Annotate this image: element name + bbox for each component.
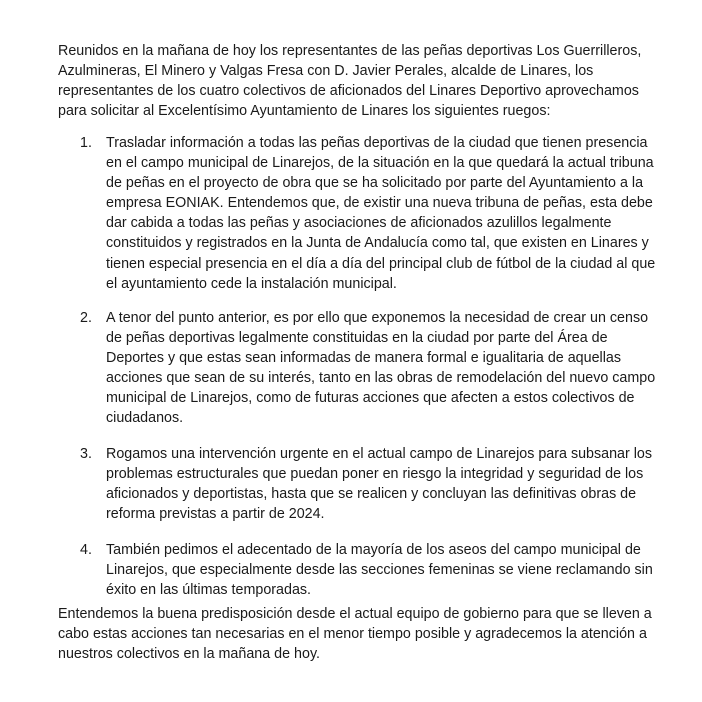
request-line: Trasladar información a todas las peñas deportivas de la ciudad que tienen presencia: [106, 135, 648, 151]
closing-paragraph: [58, 604, 658, 664]
request-text: [106, 308, 660, 429]
intro-line: representantes de los cuatro colectivos de aficionados del Linares Deportivo aprovechamos: [58, 83, 639, 100]
request-text: [106, 540, 660, 600]
request-line: en el campo municipal de Linarejos, de la situación en la que quedará la actual tribuna: [106, 155, 654, 172]
list-number: 4.: [80, 542, 92, 558]
closing-line: cabo estas acciones tan necesarias en el menor tiempo posible y agradecemos la atención a: [58, 626, 647, 643]
request-line: ciudadanos.: [106, 410, 184, 427]
intro-line: para solicitar al Excelentísimo Ayuntamiento de Linares los siguientes ruegos:: [58, 103, 551, 120]
request-line: municipal de Linarejos, como de futuras acciones que afecten a estos colectivos de: [106, 390, 635, 407]
request-line: constituidos y registrados en la Junta de Andalucía como tal, que existen en Linares y: [106, 235, 649, 252]
request-line: empresa EONIAK. Entendemos que, de existir una nueva tribuna de peñas, esta debe: [106, 195, 653, 212]
request-line: aficionados y deportistas, hasta que se realicen y concluyan las definitivas obras de: [106, 486, 637, 503]
request-line: tienen especial presencia en el día a día del principal club de fútbol de la ciudad al que: [106, 255, 656, 272]
request-line: de peñas deportivas legalmente constituidas en la ciudad por parte del Área de: [106, 330, 608, 347]
closing-line: Entendemos la buena predisposición desde el actual equipo de gobierno para que se lleven a: [58, 606, 652, 622]
request-text: [106, 444, 660, 524]
list-number: 3.: [80, 446, 92, 462]
request-line: Rogamos una intervención urgente en el actual campo de Linarejos para subsanar los: [106, 446, 653, 462]
request-line: de peñas en el proyecto de obra que se ha solicitado por parte del Ayuntamiento a la: [106, 175, 644, 192]
closing-line: nuestros colectivos en la mañana de hoy.: [58, 646, 320, 663]
intro-line: Azulmineras, El Minero y Valgas Fresa con D. Javier Perales, alcalde de Linares, los: [58, 63, 594, 80]
intro-line: Reunidos en la mañana de hoy los representantes de las peñas deportivas Los Guerrilleros,: [58, 43, 642, 59]
request-line: éxito en las últimas temporadas.: [106, 582, 312, 599]
request-line: dar cabida a todas las peñas y asociaciones de aficionados azulillos legalmente: [106, 215, 612, 232]
request-line: Deportes y que estas sean informadas de manera formal e igualitaria de aquellas: [106, 350, 621, 367]
request-line: reforma previstas a partir de 2024.: [106, 506, 325, 523]
request-line: También pedimos el adecentado de la mayoría de los aseos del campo municipal de: [106, 542, 641, 558]
request-line: A tenor del punto anterior, es por ello que exponemos la necesidad de crear un censo: [106, 310, 649, 326]
request-line: Linarejos, que especialmente desde las secciones femeninas se viene reclamando sin: [106, 562, 653, 579]
request-text: [106, 133, 660, 294]
list-number: 2.: [80, 310, 92, 326]
request-line: problemas estructurales que puedan poner en riesgo la integridad y seguridad de los: [106, 466, 644, 483]
request-line: el ayuntamiento cede la instalación municipal.: [106, 275, 397, 292]
request-line: acciones que sean de su interés, tanto en las obras de remodelación del nuevo campo: [106, 370, 656, 387]
list-number: 1.: [80, 135, 92, 151]
intro-paragraph: [58, 41, 658, 121]
